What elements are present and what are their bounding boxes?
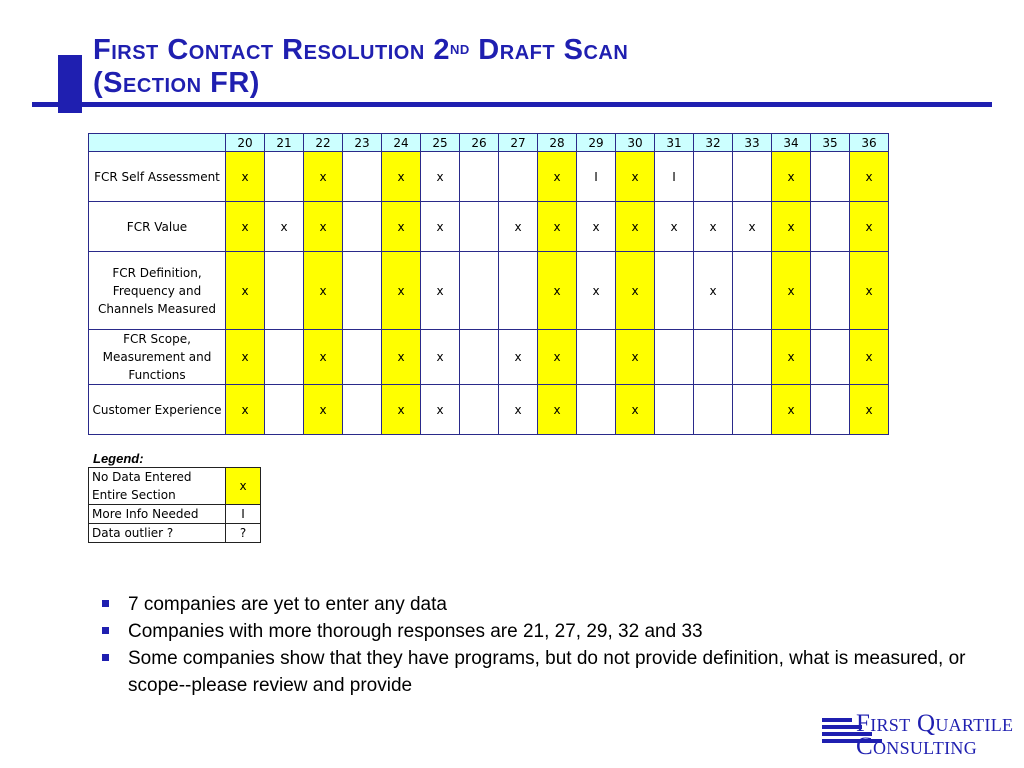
table-cell xyxy=(694,385,733,435)
legend-row xyxy=(89,468,261,505)
table-cell xyxy=(343,202,382,252)
row-label: Customer Experience xyxy=(89,385,226,435)
table-cell xyxy=(811,152,850,202)
table-cell xyxy=(694,152,733,202)
table-cell: x xyxy=(499,385,538,435)
table-cell: I xyxy=(655,152,694,202)
table-cell: x xyxy=(850,252,889,330)
table-cell xyxy=(460,252,499,330)
table-cell xyxy=(811,202,850,252)
company-logo xyxy=(822,712,1022,764)
table-cell xyxy=(343,330,382,385)
table-cell xyxy=(499,152,538,202)
table-row xyxy=(89,385,889,435)
fcr-scan-table xyxy=(88,133,889,435)
logo-wordmark xyxy=(856,712,1013,758)
table-cell xyxy=(460,385,499,435)
column-header-24: 24 xyxy=(382,134,421,152)
bullet-list xyxy=(102,591,982,699)
table-cell xyxy=(343,152,382,202)
legend-symbol: ? xyxy=(226,524,261,543)
column-header-28: 28 xyxy=(538,134,577,152)
table-cell xyxy=(811,385,850,435)
table-cell xyxy=(577,385,616,435)
table-cell: x xyxy=(850,202,889,252)
table-cell xyxy=(343,385,382,435)
table-cell: x xyxy=(616,385,655,435)
table-cell: x xyxy=(421,152,460,202)
table-cell: x xyxy=(772,252,811,330)
bullet-item xyxy=(102,645,982,699)
table-cell: x xyxy=(382,252,421,330)
table-cell xyxy=(460,152,499,202)
table-cell: x xyxy=(538,202,577,252)
row-label: FCR Value xyxy=(89,202,226,252)
bullet-item xyxy=(102,618,982,645)
bullet-square-icon xyxy=(102,654,109,661)
legend-label: No Data Entered Entire Section xyxy=(89,468,226,505)
table-row xyxy=(89,252,889,330)
table-cell: x xyxy=(304,330,343,385)
table-cell xyxy=(460,330,499,385)
title-line1-text: First Contact Resolution 2 xyxy=(93,34,450,66)
table-cell: x xyxy=(655,202,694,252)
table-cell: x xyxy=(226,385,265,435)
table-cell xyxy=(655,252,694,330)
table-cell xyxy=(343,252,382,330)
column-header-30: 30 xyxy=(616,134,655,152)
logo-line1: First Quartile xyxy=(856,710,1014,737)
table-cell: x xyxy=(304,385,343,435)
column-header-23: 23 xyxy=(343,134,382,152)
column-header-21: 21 xyxy=(265,134,304,152)
table-cell: x xyxy=(616,152,655,202)
table-cell: x xyxy=(382,202,421,252)
table-cell: x xyxy=(421,385,460,435)
table-cell: x xyxy=(421,202,460,252)
slide-title xyxy=(93,34,973,100)
bullet-text: Companies with more thorough responses are 21, 27, 29, 32 and 33 xyxy=(128,621,703,642)
table-cell: x xyxy=(538,385,577,435)
bullet-text: Some companies show that they have programs, but do not provide definition, what is measured, or scope--please review and provide xyxy=(128,648,966,696)
legend-symbol: x xyxy=(226,468,261,505)
column-header-34: 34 xyxy=(772,134,811,152)
table-cell: x xyxy=(772,385,811,435)
table-cell: x xyxy=(538,330,577,385)
bullet-item xyxy=(102,591,982,618)
table-row xyxy=(89,152,889,202)
table-cell: x xyxy=(226,252,265,330)
legend-row xyxy=(89,505,261,524)
bullet-text: 7 companies are yet to enter any data xyxy=(128,594,447,615)
table-cell: x xyxy=(421,252,460,330)
table-cell: x xyxy=(304,152,343,202)
table-cell xyxy=(811,330,850,385)
legend-row xyxy=(89,524,261,543)
table-cell xyxy=(733,385,772,435)
table-cell: I xyxy=(577,152,616,202)
bullet-square-icon xyxy=(102,600,109,607)
table-cell: x xyxy=(499,330,538,385)
column-header-31: 31 xyxy=(655,134,694,152)
table-cell: x xyxy=(265,202,304,252)
table-cell: x xyxy=(538,152,577,202)
title-line2-text: (Section FR) xyxy=(93,67,260,99)
column-header-27: 27 xyxy=(499,134,538,152)
logo-line2: Consulting xyxy=(856,733,978,760)
row-label: FCR Scope, Measurement and Functions xyxy=(89,330,226,385)
table-cell: x xyxy=(616,252,655,330)
table-cell: x xyxy=(304,202,343,252)
bullet-square-icon xyxy=(102,627,109,634)
table-cell xyxy=(694,330,733,385)
table-header-row xyxy=(89,134,889,152)
table-cell: x xyxy=(226,330,265,385)
table-cell xyxy=(655,330,694,385)
table-cell: x xyxy=(850,385,889,435)
table-cell: x xyxy=(616,330,655,385)
column-header-33: 33 xyxy=(733,134,772,152)
table-cell: x xyxy=(616,202,655,252)
table-cell xyxy=(733,330,772,385)
table-cell: x xyxy=(577,252,616,330)
legend-symbol: I xyxy=(226,505,261,524)
legend-body xyxy=(89,468,261,543)
table-cell xyxy=(811,252,850,330)
title-superscript: nd xyxy=(449,38,470,58)
title-line1-suffix: Draft Scan xyxy=(469,34,629,66)
table-cell: x xyxy=(421,330,460,385)
table-row xyxy=(89,202,889,252)
column-header-29: 29 xyxy=(577,134,616,152)
table-cell: x xyxy=(226,202,265,252)
table-cell: x xyxy=(382,152,421,202)
table-body xyxy=(89,152,889,435)
column-header-26: 26 xyxy=(460,134,499,152)
table-cell: x xyxy=(538,252,577,330)
table-cell: x xyxy=(499,202,538,252)
column-header-25: 25 xyxy=(421,134,460,152)
table-cell xyxy=(733,152,772,202)
table-cell xyxy=(655,385,694,435)
column-header-32: 32 xyxy=(694,134,733,152)
legend-label: More Info Needed xyxy=(89,505,226,524)
table-cell: x xyxy=(850,330,889,385)
table-cell xyxy=(265,152,304,202)
title-underline-rule xyxy=(32,102,992,107)
table-cell xyxy=(577,330,616,385)
legend-title: Legend: xyxy=(93,451,144,466)
table-cell: x xyxy=(694,202,733,252)
legend-table xyxy=(88,467,261,543)
table-cell xyxy=(499,252,538,330)
legend-label: Data outlier ? xyxy=(89,524,226,543)
table-cell xyxy=(265,330,304,385)
column-header-22: 22 xyxy=(304,134,343,152)
row-label: FCR Self Assessment xyxy=(89,152,226,202)
table-cell: x xyxy=(772,202,811,252)
table-cell: x xyxy=(694,252,733,330)
table-row xyxy=(89,330,889,385)
table-corner-cell xyxy=(89,134,226,152)
table-cell: x xyxy=(772,330,811,385)
row-label: FCR Definition, Frequency and Channels Measured xyxy=(89,252,226,330)
column-header-36: 36 xyxy=(850,134,889,152)
column-header-35: 35 xyxy=(811,134,850,152)
table-cell: x xyxy=(850,152,889,202)
table-cell: x xyxy=(382,330,421,385)
table-cell: x xyxy=(304,252,343,330)
table-cell: x xyxy=(577,202,616,252)
column-header-20: 20 xyxy=(226,134,265,152)
table-cell: x xyxy=(772,152,811,202)
table-cell xyxy=(733,252,772,330)
table-cell: x xyxy=(733,202,772,252)
table-cell xyxy=(460,202,499,252)
table-cell xyxy=(265,385,304,435)
table-cell: x xyxy=(226,152,265,202)
table-cell xyxy=(265,252,304,330)
table-cell: x xyxy=(382,385,421,435)
